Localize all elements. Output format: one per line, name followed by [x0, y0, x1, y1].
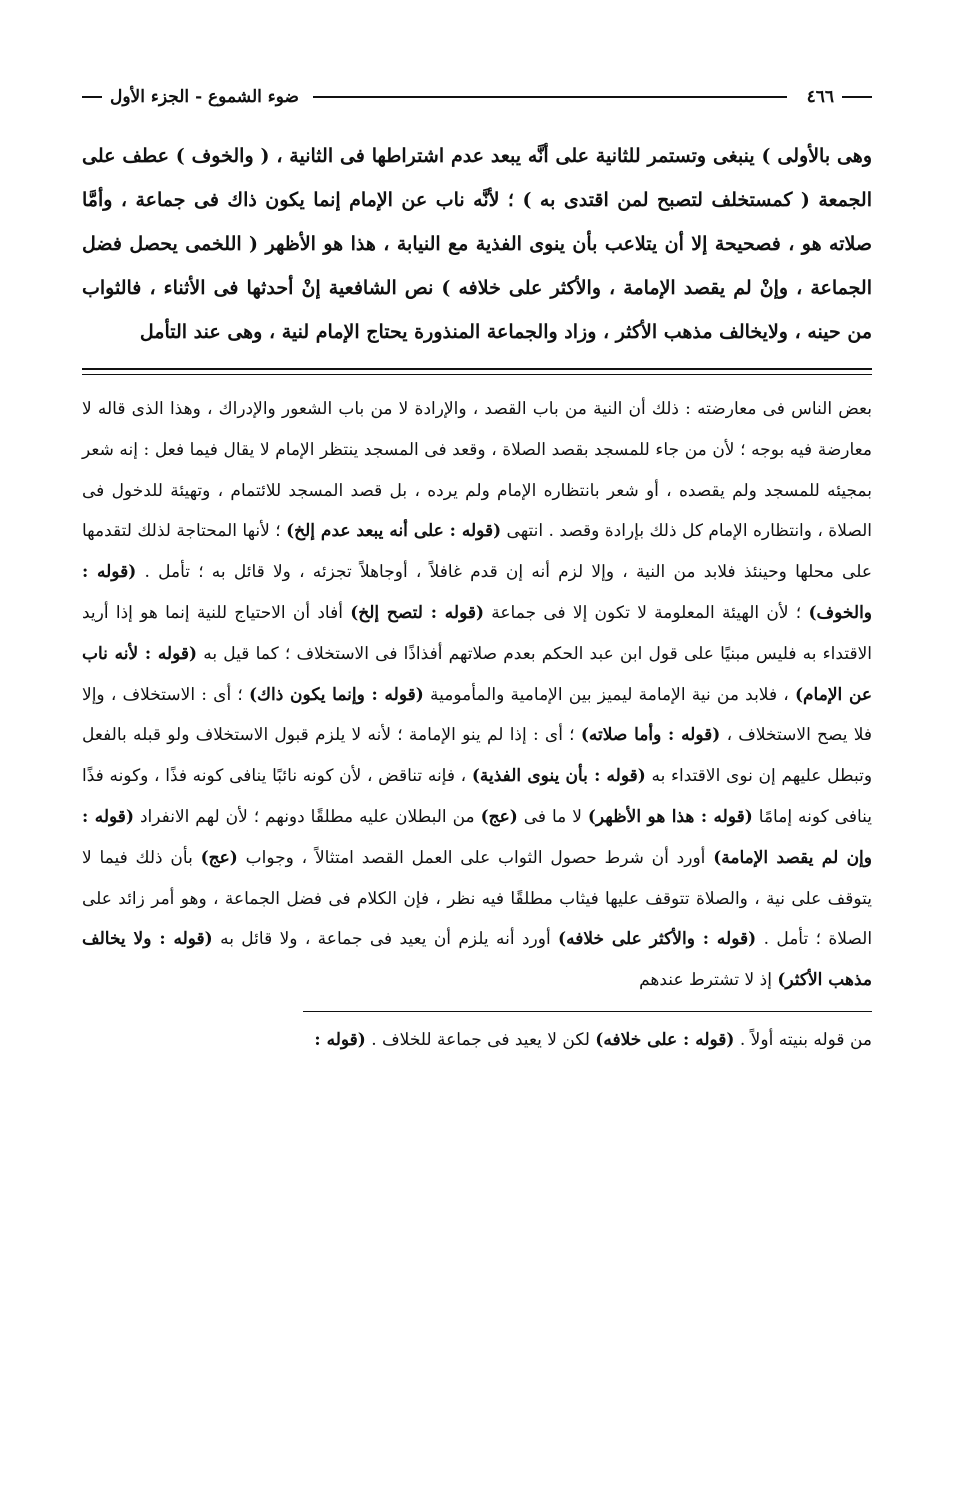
commentary-text: ؛ لأن الهيئة المعلومة لا تكون إلا فى جماعة: [491, 602, 802, 623]
commentary-text: أورد أنه يلزم أن يعيد فى جماعة ، ولا قائل به: [220, 929, 551, 950]
running-header: [82, 80, 872, 114]
commentary-text: بأن ذلك فيما لا يتوقف على نية ، والصلاة تتوقف عليها فيثاب مطلقًا فيه نظر ، فإن الكلام فى فضل الجماعة ، وهو أمر زائد على الصلاة ؛ تأمل .: [82, 847, 873, 950]
commentary-quote: (قوله : والأكثر على خلافه): [558, 929, 757, 950]
commentary-text: ، فإنه تناقض ، لأن كونه نائبًا ينافى كونه فذًا ، وكونه فذًا ينافى كونه إمامًا: [82, 766, 873, 827]
commentary-quote: (عج): [200, 847, 238, 868]
commentary-block: [82, 389, 872, 1001]
commentary-quote: (عج): [480, 806, 518, 827]
book-title: ضوء الشموع - الجزء الأول: [110, 87, 299, 107]
header-rule: [313, 96, 787, 98]
commentary-text: إذ لا تشترط عندهم: [639, 970, 772, 991]
commentary-quote: (قوله : لأنه ناب عن الإمام): [82, 643, 873, 705]
commentary-quote: (قوله : هذا هو الأظهر): [587, 806, 753, 827]
commentary-quote: (قوله : لتصح إلخ): [350, 602, 485, 623]
commentary-text: ؛ أى : إذا لم ينو الإمامة ؛ لأنه لا يلزم قبول الاستخلاف ولو قبله بالفعل وتبطل عليهم إن نوى الاقتداء به: [82, 725, 873, 787]
footnote-block: [82, 1020, 872, 1060]
commentary-text: من البطلان عليه مطلقًا دونهم ؛ لأن لهم الانفراد: [139, 806, 475, 827]
footnote-paragraph: [82, 1020, 872, 1060]
page-number: ٤٦٦: [806, 87, 834, 107]
commentary-quote: (قوله : وأما صلاته): [580, 725, 721, 746]
main-text: وهى بالأولى ) ينبغى وتستمر للثانية على أنَّه يبعد عدم اشتراطها فى الثانية ، ( والخوف ) عطف على الجمعة ( كمستخلف لتصبح لمن اقتدى به ) ؛ لأنَّه ناب عن الإمام إنما يكون ذاك فى جماعة ، وأمَّا صلاته هو ، فصحيحة إلا أن يتلاعب بأن ينوى الفذية مع النيابة ، هذا هو الأظهر ( اللخمى يحصل فضل الجماعة ، وإنْ لم يقصد الإمامة ، والأكثر على خلافه ) نص الشافعية إنْ أحدثها فى الأثناء ، فالثواب من حينه ، ولايخالف مذهب الأكثر ، وزاد والجماعة المنذورة يحتاج الإمام لنية ، وهى عند التأمل: [82, 145, 872, 343]
section-divider: [82, 368, 872, 375]
commentary-text: لا ما فى: [523, 806, 582, 827]
commentary-quote: (قوله : ولا يخالف مذهب الأكثر): [82, 929, 872, 991]
commentary-text: ؛ أى : الاستخلاف ، وإلا فلا يصح الاستخلاف ،: [82, 684, 873, 746]
commentary-quote: (قوله : على أنه يبعد عدم إلخ): [286, 521, 502, 542]
footnote-quote: (قوله : على خلافه): [595, 1029, 735, 1050]
commentary-quote: (قوله : وإنما يكون ذاك): [249, 684, 424, 705]
commentary-text: ؛ لأنها المحتاجة لذلك لتقدمها على محلها وحينئذ فلابد من النية ، وإلا لزم أنه إن قدم غافلاً ، أوجاهلاً تجزئه ، ولا قائل به ؛ تأمل .: [82, 521, 872, 583]
footnote-quote: (قوله :: [314, 1029, 366, 1050]
commentary-quote: (قوله : وإن لم يقصد الإمامة): [82, 806, 872, 868]
commentary-paragraph: [82, 389, 872, 1001]
main-text-block: [82, 134, 872, 354]
commentary-text: أورد أن شرط حصول الثواب على العمل القصد امتثالاً ، وجواب: [245, 847, 706, 868]
commentary-quote: (قوله : بأن ينوى الفذية): [471, 766, 646, 787]
commentary-quote: (قوله : والخوف): [82, 562, 873, 623]
page: [82, 80, 872, 1060]
header-dash-left: [82, 96, 102, 98]
header-dash-right: [842, 96, 872, 98]
footnote-text: لكن لا يعيد فى جماعة للخلاف .: [371, 1029, 590, 1050]
footnote-rule: [303, 1011, 872, 1012]
commentary-text: أفاد أن الاحتياج للنية إنما هو إذا أريد الاقتداء به فليس مبنيًا على قول ابن عبد الحكم بعدم صلاتهم أفذاذًا فى الاستخلاف ؛ كما قيل به: [82, 602, 873, 664]
commentary-text: بعض الناس فى معارضته : ذلك أن النية من باب القصد ، والإرادة لا من باب الشعور والإدراك ، وهذا الذى قاله لا معارضة فيه بوجه ؛ لأن من جاء للمسجد بقصد الصلاة ، وقعد فى المسجد ينتظر الإمام لا يقال فيما فعل : إنه شعر بمجيئه للمسجد ولم يقصده ، أو شعر بانتظاره الإمام ولم يرده ، بل قصد المسجد للائتمام ، وتهيئة للدخول فى الصلاة ، وانتظاره الإمام كل ذلك بإرادة وقصد . انتهى: [82, 399, 872, 542]
commentary-text: ، فلابد من نية الإمامة ليميز بين الإمامية والمأمومية: [429, 684, 789, 705]
footnote-text: من قوله بنيته أولاً .: [739, 1029, 872, 1050]
